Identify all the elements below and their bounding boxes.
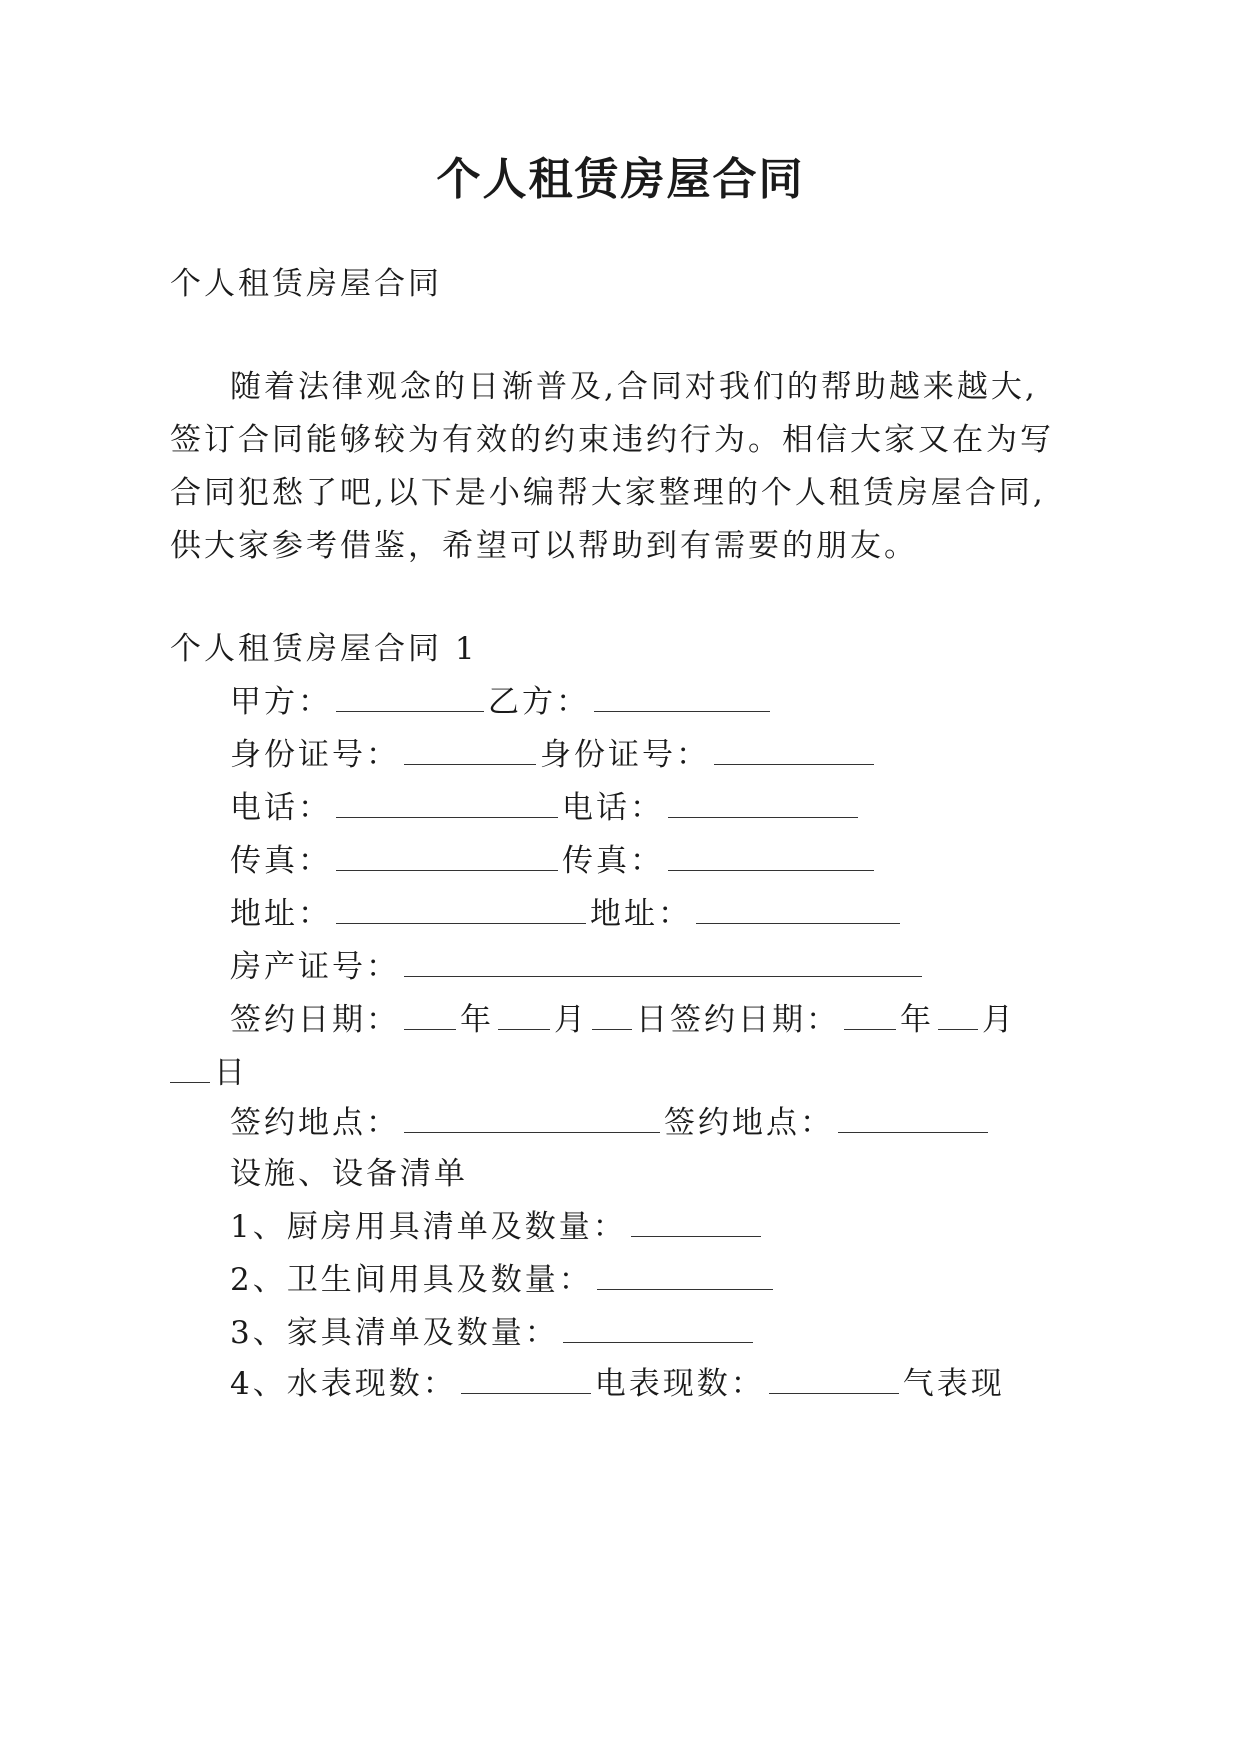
item-4-elec-label: 电表现数： <box>594 1366 765 1402</box>
sign-place-row <box>230 1101 992 1145</box>
item-2-label: 2、卫生间用具及数量： <box>230 1262 593 1298</box>
intro-line-2: 签订合同能够较为有效的约束违约行为。相信大家又在为写 <box>170 422 1054 458</box>
sign-date-a-month-blank[interactable] <box>498 999 550 1030</box>
sign-date-a-year: 年 <box>460 1002 494 1038</box>
party-a-blank[interactable] <box>336 681 484 712</box>
party-a-label: 甲方： <box>230 684 332 720</box>
item-3-row <box>230 1311 757 1355</box>
fax-b-blank[interactable] <box>668 840 874 871</box>
item-4-water-blank[interactable] <box>461 1363 591 1394</box>
id-a-blank[interactable] <box>404 734 536 765</box>
addr-a-blank[interactable] <box>336 893 586 924</box>
fax-a-blank[interactable] <box>336 840 558 871</box>
sign-date-a-year-blank[interactable] <box>404 999 456 1030</box>
sign-date-a-month: 月 <box>554 1002 588 1038</box>
item-4-elec-blank[interactable] <box>769 1363 899 1394</box>
party-row <box>230 680 774 724</box>
sign-date-b-month: 月 <box>982 1002 1016 1038</box>
equipment-title: 设施、设备清单 <box>230 1156 468 1192</box>
fax-row <box>230 839 878 883</box>
item-3-blank[interactable] <box>563 1312 753 1343</box>
intro-line-1: 随着法律观念的日渐普及,合同对我们的帮助越来越大, <box>230 369 1038 405</box>
id-b-label: 身份证号： <box>540 737 710 773</box>
sign-date-b-label: 签约日期： <box>670 1002 840 1038</box>
deed-label: 房产证号： <box>230 949 400 985</box>
sign-place-a-blank[interactable] <box>404 1102 660 1133</box>
fax-a-label: 传真： <box>230 843 332 879</box>
item-1-label: 1、厨房用具清单及数量： <box>230 1209 627 1245</box>
document-title: 个人租赁房屋合同 <box>436 154 805 205</box>
section-title: 个人租赁房屋合同 1 <box>170 631 478 667</box>
addr-a-label: 地址： <box>230 896 332 932</box>
intro-line-4: 供大家参考借鉴，希望可以帮助到有需要的朋友。 <box>170 528 918 564</box>
address-row <box>230 892 904 936</box>
sign-date-a-day-blank[interactable] <box>592 999 632 1030</box>
item-4-gas-label: 气表现 <box>902 1366 1005 1402</box>
fax-b-label: 传真： <box>562 843 664 879</box>
item-2-row <box>230 1258 777 1302</box>
phone-row <box>230 786 862 830</box>
sign-date-b-day-blank[interactable] <box>170 1052 210 1083</box>
item-3-label: 3、家具清单及数量： <box>230 1315 559 1351</box>
party-b-label: 乙方： <box>488 684 590 720</box>
phone-b-label: 电话： <box>562 790 664 826</box>
sign-place-b-label: 签约地点： <box>664 1105 834 1141</box>
sign-place-a-label: 签约地点： <box>230 1105 400 1141</box>
item-1-blank[interactable] <box>631 1206 761 1237</box>
sign-date-b-year-blank[interactable] <box>844 999 896 1030</box>
sign-place-b-blank[interactable] <box>838 1102 988 1133</box>
sign-date-b-day: 日 <box>214 1055 248 1091</box>
item-2-blank[interactable] <box>597 1259 773 1290</box>
item-4-row <box>230 1362 1005 1406</box>
sign-date-a-label: 签约日期： <box>230 1002 400 1038</box>
sign-date-b-year: 年 <box>900 1002 934 1038</box>
item-1-row <box>230 1205 765 1249</box>
addr-b-blank[interactable] <box>696 893 900 924</box>
id-a-label: 身份证号： <box>230 737 400 773</box>
addr-b-label: 地址： <box>590 896 692 932</box>
id-row <box>230 733 878 777</box>
deed-blank[interactable] <box>404 946 922 977</box>
phone-a-label: 电话： <box>230 790 332 826</box>
sign-date-b-month-blank[interactable] <box>938 999 978 1030</box>
sign-date-a-day: 日 <box>636 1002 670 1038</box>
intro-line-3: 合同犯愁了吧,以下是小编帮大家整理的个人租赁房屋合同, <box>170 475 1046 511</box>
sign-date-row-wrap <box>166 1051 248 1095</box>
item-4-water-label: 4、水表现数： <box>230 1366 457 1402</box>
party-b-blank[interactable] <box>594 681 770 712</box>
phone-a-blank[interactable] <box>336 787 558 818</box>
document-subtitle: 个人租赁房屋合同 <box>170 266 442 302</box>
sign-date-row <box>230 998 1016 1042</box>
deed-row <box>230 945 926 989</box>
phone-b-blank[interactable] <box>668 787 858 818</box>
id-b-blank[interactable] <box>714 734 874 765</box>
